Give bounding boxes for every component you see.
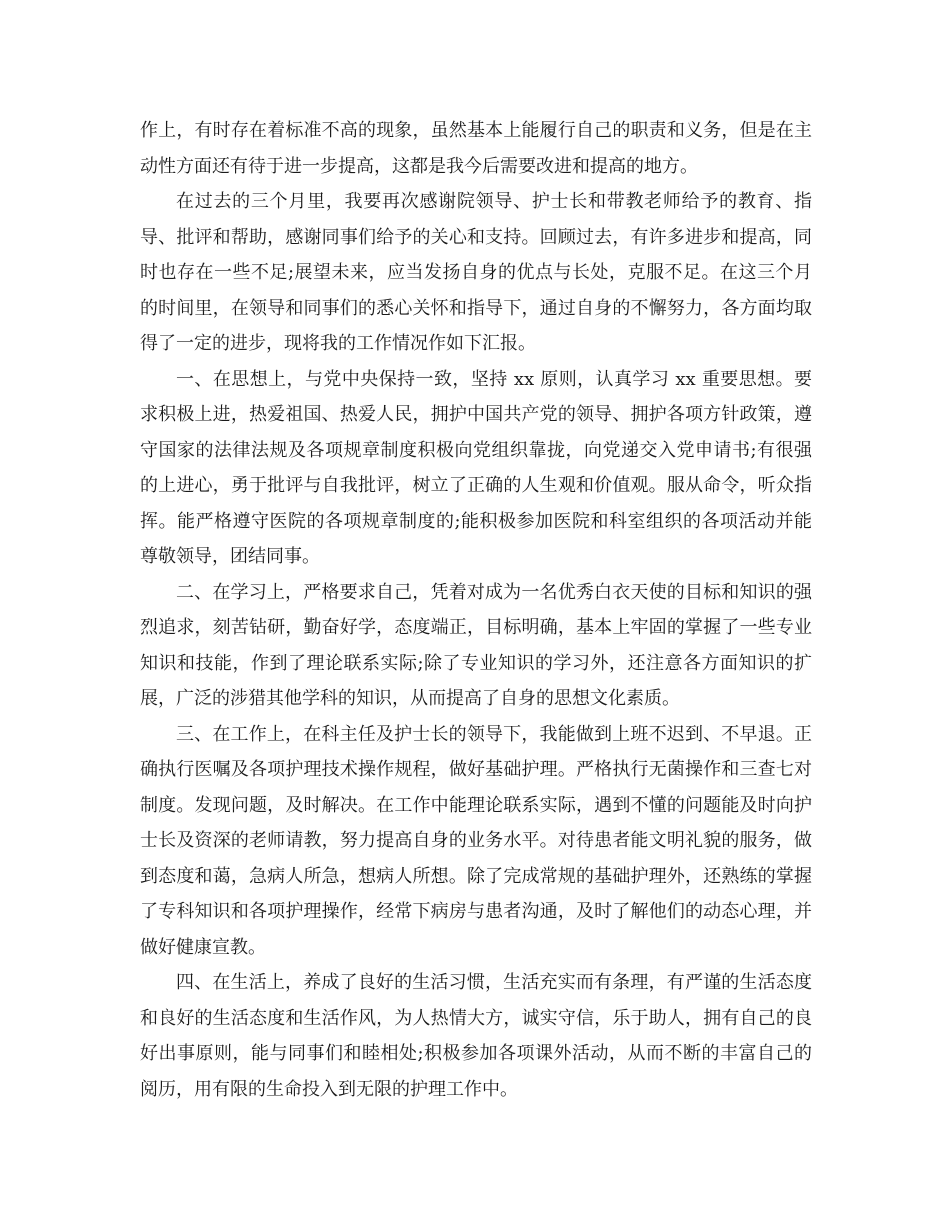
document-body [140,113,812,1107]
paragraph-life: 四、在生活上，养成了良好的生活习惯，生活充实而有条理，有严谨的生活态度和良好的生活态度和生活作风，为人热情大方，诚实守信，乐于助人，拥有自己的良好出事原则，能与同事们和睦相处;积极参加各项课外活动，从而不断的丰富自己的阅历，用有限的生命投入到无限的护理工作中。 [140,972,812,1100]
paragraph-continued: 作上，有时存在着标准不高的现象，虽然基本上能履行自己的职责和义务，但是在主动性方面还有待于进一步提高，这都是我今后需要改进和提高的地方。 [140,120,812,177]
paragraph-ideology: 一、在思想上，与党中央保持一致，坚持 xx 原则，认真学习 xx 重要思想。要求积极上进，热爱祖国、热爱人民，拥护中国共产党的领导、拥护各项方针政策，遵守国家的法律法规及各项规章制度积极向党组织靠拢，向党递交入党申请书;有很强的上进心，勇于批评与自我批评，树立了正确的人生观和价值观。服从命令，听众指挥。能严格遵守医院的各项规章制度的;能积极参加医院和科室组织的各项活动并能尊敬领导，团结同事。 [140,368,812,567]
paragraph-review: 在过去的三个月里，我要再次感谢院领导、护士长和带教老师给予的教育、指导、批评和帮助，感谢同事们给予的关心和支持。回顾过去，有许多进步和提高，同时也存在一些不足;展望未来，应当发扬自身的优点与长处，克服不足。在这三个月的时间里，在领导和同事们的悉心关怀和指导下，通过自身的不懈努力，各方面均取得了一定的进步，现将我的工作情况作如下汇报。 [140,191,812,354]
paragraph-work: 三、在工作上，在科主任及护士长的领导下，我能做到上班不迟到、不早退。正确执行医嘱及各项护理技术操作规程，做好基础护理。严格执行无菌操作和三查七对制度。发现问题，及时解决。在工作中能理论联系实际，遇到不懂的问题能及时向护士长及资深的老师请教，努力提高自身的业务水平。对待患者能文明礼貌的服务，做到态度和蔼，急病人所急，想病人所想。除了完成常规的基础护理外，还熟练的掌握了专科知识和各项护理操作，经常下病房与患者沟通，及时了解他们的动态心理，并做好健康宣教。 [140,723,812,958]
paragraph-study: 二、在学习上，严格要求自己，凭着对成为一名优秀白衣天使的目标和知识的强烈追求，刻苦钻研，勤奋好学，态度端正，目标明确，基本上牢固的掌握了一些专业知识和技能，作到了理论联系实际;除了专业知识的学习外，还注意各方面知识的扩展，广泛的涉猎其他学科的知识，从而提高了自身的思想文化素质。 [140,581,812,709]
